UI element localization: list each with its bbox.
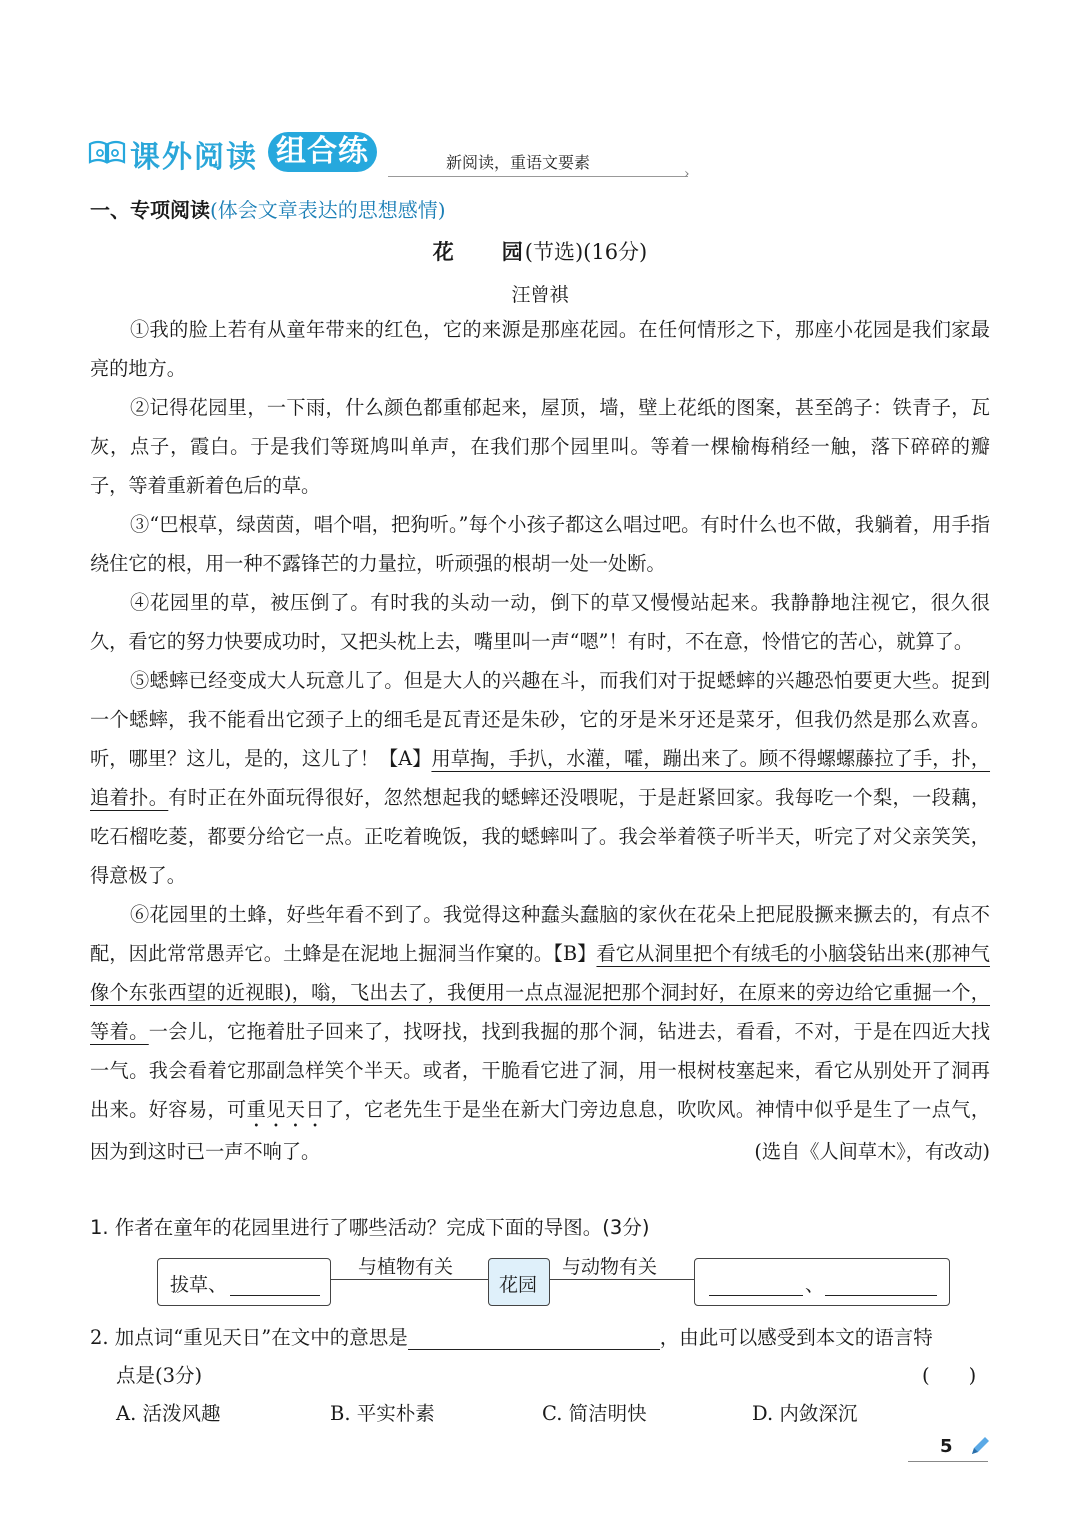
paragraph-5 — [90, 661, 990, 895]
paragraph-2: ②记得花园里，一下雨，什么颜色都重郁起来，屋顶，墙，壁上花纸的图案，甚至鸽子：铁青子，瓦灰，点子，霞白。于是我们等斑鸠叫单声，在我们那个园里叫。等着一棵榆梅稍经一触，落下碎碎的瓣子，等着重新着色后的草。 — [90, 396, 990, 497]
q2-text-b: ，由此可以感受到本文的语言特 — [659, 1326, 933, 1349]
option-a[interactable]: A. 活泼风趣 — [116, 1402, 221, 1425]
option-c[interactable]: C. 简洁明快 — [542, 1402, 647, 1425]
article-title-text: 花 园 — [432, 240, 525, 264]
connector-right — [549, 1279, 694, 1280]
p6-part-b: 一会儿，它拖着肚子回来了，找呀找，找到我掘的那个洞，钻进去，看看，不对，于是在四近大找一气。我会看着它那副急样笑个半天。或者，干脆看它进了洞，用一根树枝塞起来，看它从别处开了洞再出来。好容易，可 — [90, 1020, 991, 1121]
p6-part-a: ⑥花园里的土蜂，好些年看不到了。我觉得这种蠢头蠢脑的家伙在花朵上把屁股撅来撅去的，有点不配，因此常常愚弄它。土蜂是在泥地上掘洞当作窠的。 — [90, 903, 990, 965]
question-2 — [90, 1322, 990, 1350]
answer-blank-3[interactable] — [825, 1271, 937, 1296]
map-left-label: 与植物有关 — [358, 1256, 454, 1278]
underlined-sentence-b: 看它从洞里把个有绒毛的小脑袋钻出来(那神气像个东张西望的近视眼)，嗡，飞出去了，我便用一点点湿泥把那个洞封好，在原来的旁边给它重掘一个，等着。 — [90, 942, 990, 1043]
section-hint: (体会文章表达的思想感情) — [210, 198, 446, 222]
article-body — [90, 310, 990, 1171]
q2-text-a: 2. 加点词“重见天日”在文中的意思是 — [90, 1326, 408, 1349]
article-title-note: (节选)(16分) — [524, 240, 648, 264]
map-right-label: 与动物有关 — [562, 1256, 658, 1278]
header-divider — [388, 176, 688, 177]
pencil-icon — [968, 1434, 992, 1458]
p5-part-a: ⑤蟋蟀已经变成大人玩意儿了。但是大人的兴趣在斗，而我们对于捉蟋蟀的兴趣恐怕要更大些。捉到一个蟋蟀，我不能看出它颈子上的细毛是瓦青还是朱砂，它的牙是米牙还是菜牙，但我仍然是那么欢喜。听，哪里？这儿，是的，这儿了！ — [90, 669, 990, 770]
map-right-sep: 、 — [805, 1274, 825, 1296]
answer-paren[interactable]: ( ) — [922, 1364, 977, 1387]
article-author: 汪曾祺 — [511, 284, 569, 306]
paragraph-4: ④花园里的草，被压倒了。有时我的头动一动，倒下的草又慢慢站起来。我静静地注视它，很久很久，看它的努力快要成功时，又把头枕上去，嘴里叫一声“嗯”！有时，不在意，怜惜它的苦心，就算了。 — [90, 591, 990, 653]
answer-blank-2[interactable] — [709, 1271, 803, 1296]
paragraph-1: ①我的脸上若有从童年带来的红色，它的来源是那座花园。在任何情形之下，那座小花园是我们家最亮的地方。 — [90, 318, 990, 380]
dotted-word: 重见天日 — [246, 1098, 325, 1121]
underlined-sentence-a: 用草掏，手扒，水灌，嚯，蹦出来了。顾不得螺螺藤拉了手，扑，追着扑。 — [90, 747, 991, 809]
paragraph-6 — [90, 895, 990, 1171]
q2-text-c: 点是(3分) — [116, 1364, 203, 1387]
header-title: 课外阅读 — [130, 140, 258, 175]
map-right-box — [694, 1258, 950, 1306]
p5-part-b: 有时正在外面玩得很好，忽然想起我的蟋蟀还没喂呢，于是赶紧回家。我每吃一个梨，一段藕，吃石榴吃菱，都要分给它一点。正吃着晚饭，我的蟋蟀叫了。我会举着筷子听半天，听完了对父亲笑笑，得意极了。 — [90, 786, 991, 887]
answer-blank-4[interactable] — [408, 1327, 660, 1350]
section-heading — [90, 194, 446, 223]
answer-blank-1[interactable] — [230, 1271, 320, 1296]
book-icon — [88, 138, 126, 166]
connector-left — [330, 1279, 488, 1280]
header-badge: 组合练 — [268, 132, 377, 172]
map-left-box — [157, 1258, 331, 1306]
header-subtitle: 新阅读，重语文要素 — [446, 153, 591, 172]
article-source: (选自《人间草木》，有改动) — [754, 1140, 990, 1163]
paragraph-3: ③“巴根草，绿茵茵，唱个唱，把狗听。”每个小孩子都这么唱过吧。有时什么也不做，我躺着，用手指绕住它的根，用一种不露锋芒的力量拉，听顽强的根胡一处一处断。 — [90, 513, 990, 575]
map-left-text: 拔草、 — [170, 1274, 228, 1296]
marker-a: 【A】 — [378, 747, 432, 770]
page-header — [88, 132, 1008, 182]
article-title — [0, 236, 1080, 266]
map-center-box — [488, 1258, 550, 1306]
page-number-underline — [908, 1461, 988, 1462]
marker-b: 【B】 — [553, 942, 597, 965]
page-number: 5 — [940, 1436, 953, 1457]
option-b[interactable]: B. 平实朴素 — [330, 1402, 435, 1425]
chevron-right-icon: › — [684, 166, 690, 182]
option-d[interactable]: D. 内敛深沉 — [752, 1402, 858, 1425]
map-center-text: 花园 — [499, 1274, 538, 1296]
p6-part-c: 了，它老先生于是坐在新大门旁边息息，吹吹风。神情中似乎是生了一点气，因为到这时已一声不响了。 — [90, 1098, 991, 1163]
question-1: 1. 作者在童年的花园里进行了哪些活动？完成下面的导图。(3分) — [90, 1216, 650, 1239]
section-label: 一、专项阅读 — [90, 198, 210, 222]
